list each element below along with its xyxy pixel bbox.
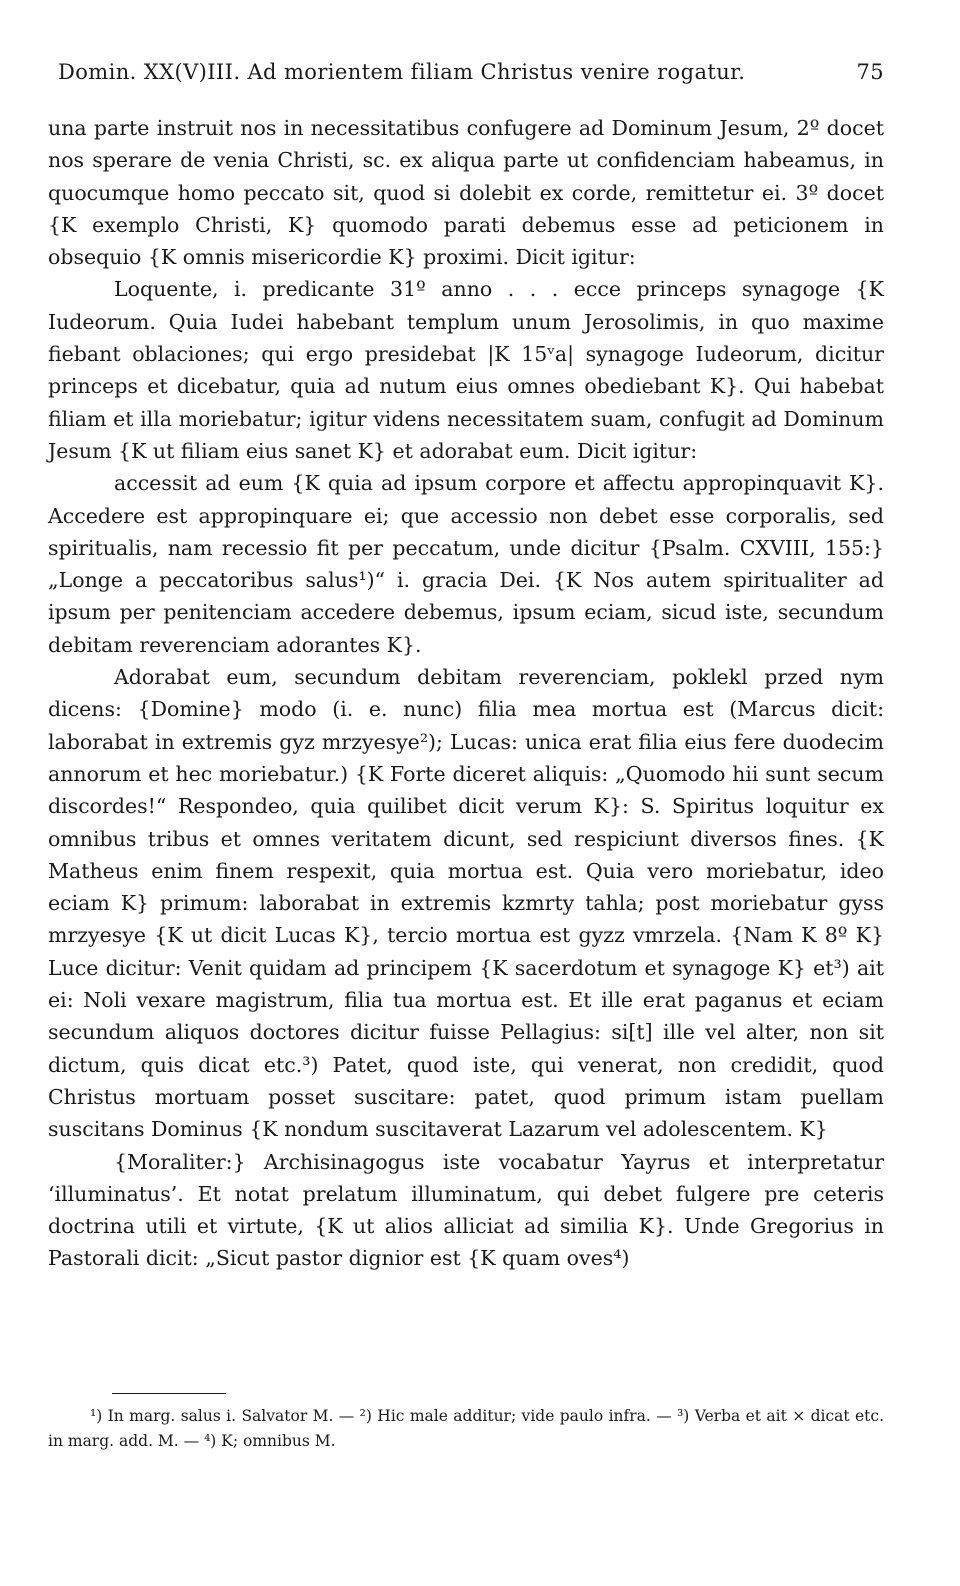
document-page xyxy=(48,0,884,1586)
footnotes xyxy=(48,1404,884,1454)
footnote: ¹) In marg. salus i. Salvator M. — ²) Hic male additur; vide paulo infra. — ³) Verba et ait × dicat etc. in marg. add. M. — ⁴) K; omnibus M. xyxy=(48,1407,884,1450)
paragraph: accessit ad eum {K quia ad ipsum corpore et affectu appropinquavit K}. Accedere est appropinquare ei; que accessio non debet esse corporalis, sed spiritualis, nam recessio fit per peccatum, unde dicitur {Psalm. CXVIII, 155:} „Longe a peccatoribus salus¹)“ i. gracia Dei. {K Nos autem spiritualiter ad ipsum per penitenciam accedere debemus, ipsum eciam, sicud iste, secundum debitam reverenciam adorantes K}. xyxy=(48,471,884,657)
running-head xyxy=(58,60,884,84)
paragraph: Loquente, i. predicante 31º anno . . . ecce princeps synagoge {K Iudeorum. Quia Iudei habebant templum unum Jerosolimis, in quo maxime fiebant oblaciones; qui ergo presidebat |K 15ᵛa| synagoge Iudeorum, dicitur princeps et dicebatur, quia ad nutum eius omnes obediebant K}. Qui habebat filiam et illa moriebatur; igitur videns necessitatem suam, confugit ad Dominum Jesum {K ut filiam eius sanet K} et adorabat eum. Dicit igitur: xyxy=(48,277,884,463)
running-head-title: Domin. XX(V)III. Ad morientem filiam Christus venire rogatur. xyxy=(58,60,746,84)
paragraph: Adorabat eum, secundum debitam reverenciam, poklekl przed nym dicens: {Domine} modo (i. e. nunc) filia mea mortua est (Marcus dicit: laborabat in extremis gyz mrzyesye²); Lucas: unica erat filia eius fere duodecim annorum et hec moriebatur.) {K Forte diceret aliquis: „Quomodo hii sunt secum discordes!“ Respondeo, quia quilibet dicit verum K}: S. Spiritus loquitur ex omnibus tribus et omnes veritatem dicunt, sed respiciunt diversos fines. {K Matheus enim finem respexit, quia mortua est. Quia vero moriebatur, ideo eciam K} primum: laborabat in extremis kzmrty tahla; post moriebatur gyss mrzyesye {K ut dicit Lucas K}, tercio mortua est gyzz vmrzela. {Nam K 8º K} Luce dicitur: Venit quidam ad principem {K sacerdotum et synagoge K} et³) ait ei: Noli vexare magistrum, filia tua mortua est. Et ille erat paganus et eciam secundum aliquos doctores dicitur fuisse Pellagius: si[t] ille vel alter, non sit dictum, quis dicat etc.³) Patet, quod iste, qui venerat, non credidit, quod Christus mortuam posset suscitare: patet, quod primum istam puellam suscitans Dominus {K nondum suscitaverat Lazarum vel adolescentem. K} xyxy=(48,665,884,1142)
paragraph: {Moraliter:} Archisinagogus iste vocabatur Yayrus et interpretatur ‘illuminatus’. Et notat prelatum illuminatum, qui debet fulgere pre ceteris doctrina utili et virtute, {K ut alios alliciat ad similia K}. Unde Gregorius in Pastorali dicit: „Sicut pastor dignior est {K quam oves⁴) xyxy=(48,1149,884,1271)
body-text xyxy=(48,112,884,1275)
page-number: 75 xyxy=(856,60,884,84)
footnote-divider xyxy=(112,1393,226,1394)
paragraph: una parte instruit nos in necessitatibus confugere ad Dominum Jesum, 2º docet nos sperare de venia Christi, sc. ex aliqua parte ut confidenciam habeamus, in quocumque homo peccato sit, quod si dolebit ex corde, remittetur ei. 3º docet {K exemplo Christi, K} quomodo parati debemus esse ad peticionem in obsequio {K omnis misericordie K} proximi. Dicit igitur: xyxy=(48,116,884,270)
